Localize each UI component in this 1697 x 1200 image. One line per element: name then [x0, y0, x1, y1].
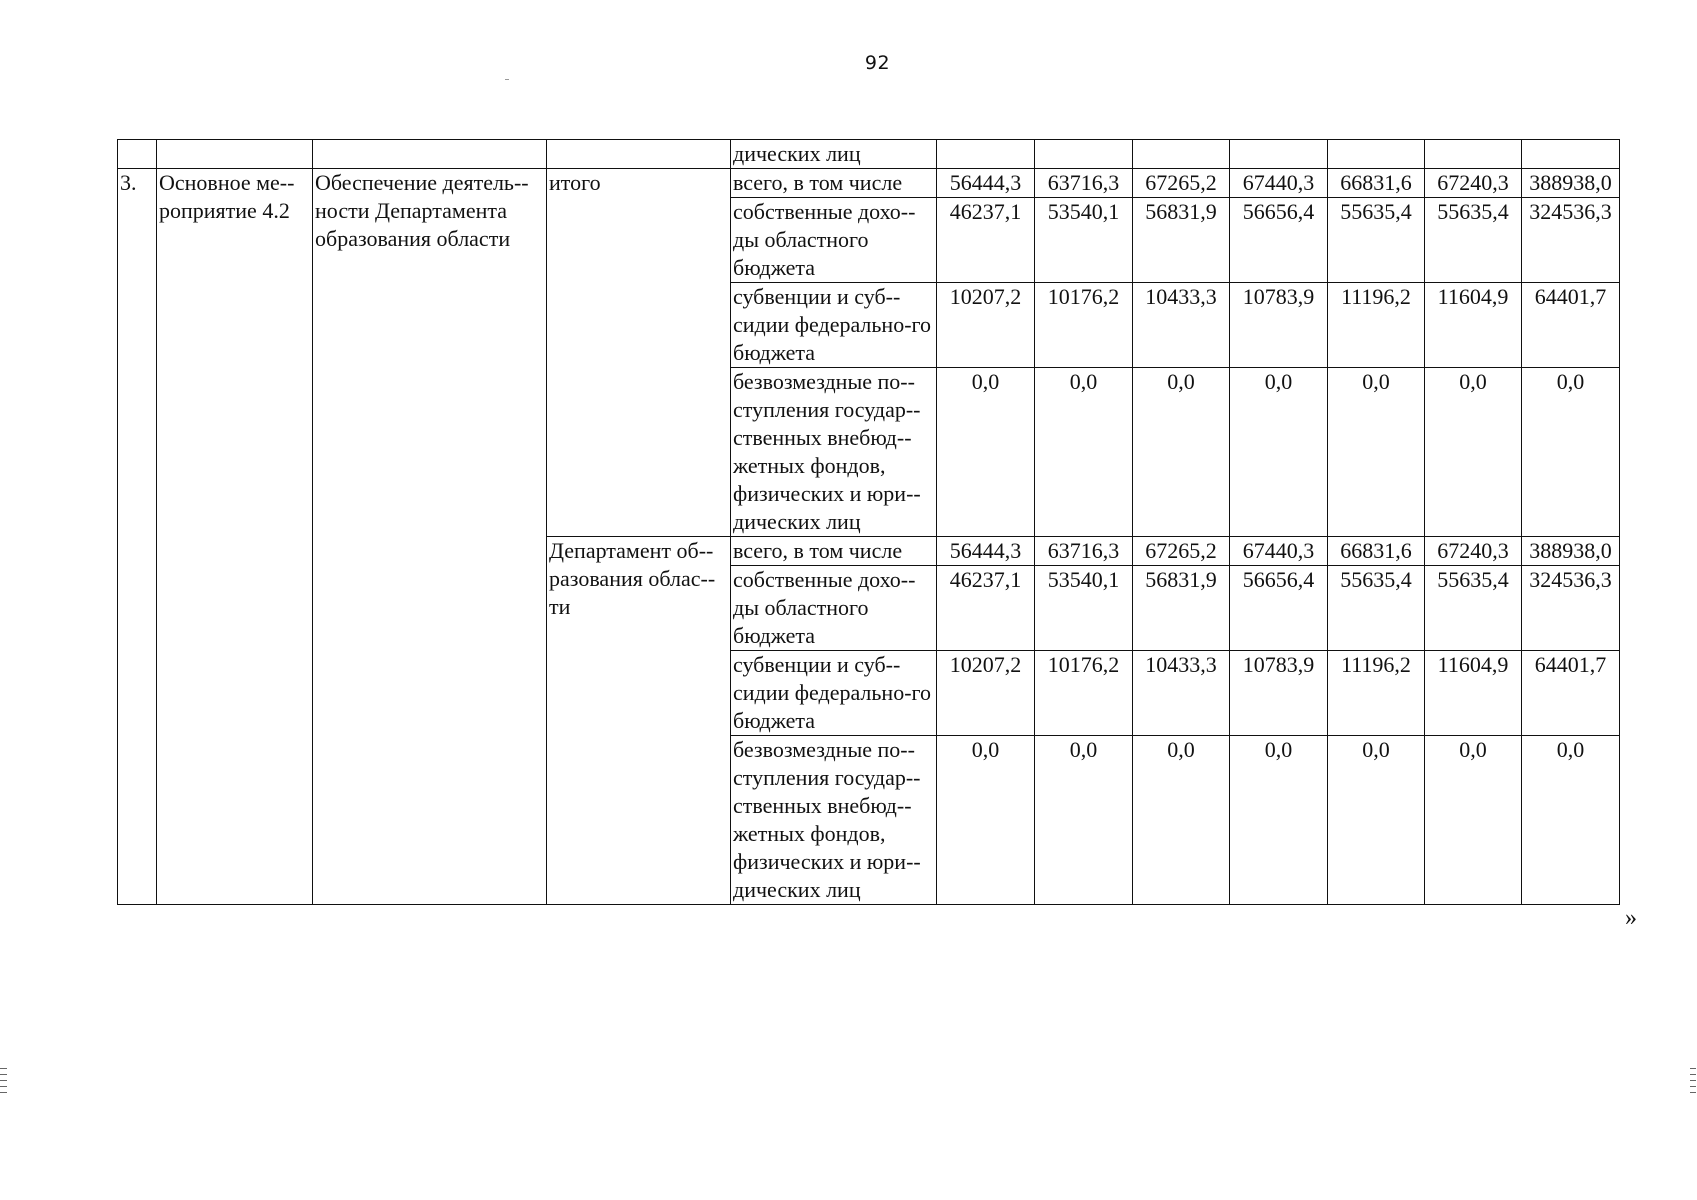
- value-cell: 10783,9: [1230, 651, 1328, 736]
- value-cell: 55635,4: [1425, 198, 1522, 283]
- value-cell: 67240,3: [1425, 537, 1522, 566]
- scan-edge-marks: [1690, 1068, 1697, 1098]
- total-cell: 64401,7: [1522, 283, 1620, 368]
- total-cell: 388938,0: [1522, 537, 1620, 566]
- value-cell: 56444,3: [937, 537, 1035, 566]
- executor-cell: Департамент об-разования облас-ти: [547, 537, 731, 905]
- source-label: субвенции и суб-сидии федерально-го бюджета: [731, 283, 937, 368]
- value-cell: 10176,2: [1035, 651, 1133, 736]
- value-cell: 0,0: [1328, 368, 1425, 537]
- source-label: всего, в том числе: [731, 169, 937, 198]
- value-cell: 11604,9: [1425, 651, 1522, 736]
- closing-quote: »: [1625, 905, 1637, 931]
- value-cell: 0,0: [1035, 368, 1133, 537]
- source-label: собственные дохо-ды областного бюджета: [731, 566, 937, 651]
- value-cell: 11604,9: [1425, 283, 1522, 368]
- source-label: собственные дохо-ды областного бюджета: [731, 198, 937, 283]
- value-cell: 10783,9: [1230, 283, 1328, 368]
- total-cell: 324536,3: [1522, 198, 1620, 283]
- value-cell: 67265,2: [1133, 537, 1230, 566]
- value-cell: 55635,4: [1425, 566, 1522, 651]
- value-cell: 0,0: [1035, 736, 1133, 905]
- value-cell: 67440,3: [1230, 169, 1328, 198]
- scan-artifact: [505, 79, 509, 80]
- table-cell-label: дических лиц: [731, 140, 937, 169]
- executor-cell: итого: [547, 169, 731, 537]
- value-cell: 0,0: [1425, 368, 1522, 537]
- value-cell: 46237,1: [937, 198, 1035, 283]
- budget-table: [117, 139, 1620, 905]
- total-cell: 324536,3: [1522, 566, 1620, 651]
- value-cell: 11196,2: [1328, 651, 1425, 736]
- value-cell: 56831,9: [1133, 198, 1230, 283]
- row-number-cell: 3.: [118, 169, 157, 905]
- value-cell: 0,0: [937, 368, 1035, 537]
- value-cell: 56656,4: [1230, 566, 1328, 651]
- value-cell: 66831,6: [1328, 537, 1425, 566]
- value-cell: 0,0: [1133, 368, 1230, 537]
- value-cell: 56656,4: [1230, 198, 1328, 283]
- value-cell: 0,0: [1425, 736, 1522, 905]
- table-row: [118, 169, 1620, 198]
- scan-edge-marks: [0, 1068, 8, 1098]
- total-cell: 64401,7: [1522, 651, 1620, 736]
- value-cell: 11196,2: [1328, 283, 1425, 368]
- value-cell: 0,0: [937, 736, 1035, 905]
- value-cell: 10176,2: [1035, 283, 1133, 368]
- value-cell: 46237,1: [937, 566, 1035, 651]
- source-label: безвозмездные по-ступления государ-ственных внебюд-жетных фондов, физических и юри-дических лиц: [731, 736, 937, 905]
- value-cell: 53540,1: [1035, 198, 1133, 283]
- source-label: безвозмездные по-ступления государ-ственных внебюд-жетных фондов, физических и юри-дических лиц: [731, 368, 937, 537]
- value-cell: 56444,3: [937, 169, 1035, 198]
- value-cell: 67440,3: [1230, 537, 1328, 566]
- source-label: всего, в том числе: [731, 537, 937, 566]
- value-cell: 63716,3: [1035, 169, 1133, 198]
- value-cell: 0,0: [1133, 736, 1230, 905]
- value-cell: 10433,3: [1133, 283, 1230, 368]
- total-cell: 388938,0: [1522, 169, 1620, 198]
- value-cell: 63716,3: [1035, 537, 1133, 566]
- table-row: [118, 140, 1620, 169]
- value-cell: 0,0: [1328, 736, 1425, 905]
- description-cell: Обеспечение деятель-ности Департамента образования области: [313, 169, 547, 905]
- value-cell: 56831,9: [1133, 566, 1230, 651]
- total-cell: 0,0: [1522, 368, 1620, 537]
- total-cell: 0,0: [1522, 736, 1620, 905]
- value-cell: 53540,1: [1035, 566, 1133, 651]
- value-cell: 0,0: [1230, 736, 1328, 905]
- activity-cell: Основное ме-роприятие 4.2: [157, 169, 313, 905]
- page-number: 92: [864, 52, 891, 74]
- value-cell: 66831,6: [1328, 169, 1425, 198]
- value-cell: 67265,2: [1133, 169, 1230, 198]
- value-cell: 67240,3: [1425, 169, 1522, 198]
- value-cell: 10207,2: [937, 283, 1035, 368]
- value-cell: 55635,4: [1328, 566, 1425, 651]
- source-label: субвенции и суб-сидии федерально-го бюджета: [731, 651, 937, 736]
- value-cell: 10433,3: [1133, 651, 1230, 736]
- value-cell: 10207,2: [937, 651, 1035, 736]
- value-cell: 0,0: [1230, 368, 1328, 537]
- value-cell: 55635,4: [1328, 198, 1425, 283]
